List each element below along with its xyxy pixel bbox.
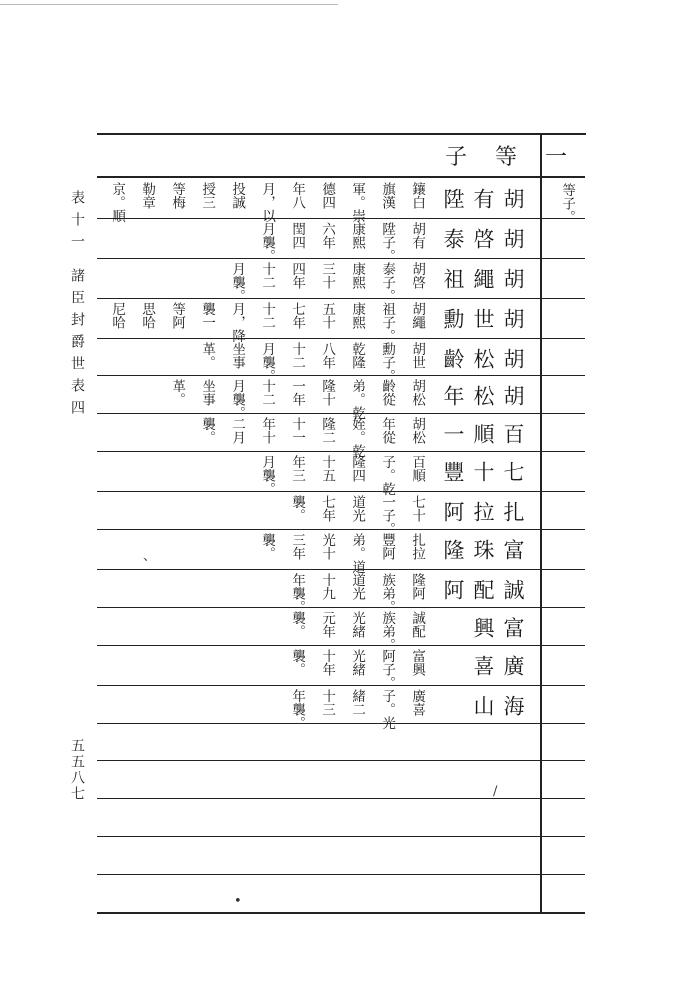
- table-cell: 百順: [409, 455, 426, 482]
- table-cell: 投誠: [229, 182, 246, 209]
- table-cell: 七十: [409, 495, 426, 522]
- table-cell: 年八: [289, 182, 306, 209]
- name-char: 配: [471, 579, 495, 604]
- table-cell: 勒章: [139, 182, 156, 209]
- table-cell: 光緒: [349, 649, 366, 676]
- table-cell: 年襲。: [289, 573, 306, 614]
- table-cell: 襲。: [259, 533, 276, 560]
- name-char: 阿: [441, 501, 465, 526]
- row-rule: [97, 798, 585, 799]
- row-rule: [97, 685, 585, 686]
- name-char: 啓: [471, 228, 495, 253]
- row-rule: [97, 569, 585, 570]
- name-char: 繩: [471, 268, 495, 293]
- table-cell: 陞子。: [379, 222, 396, 263]
- name-char: 山: [471, 695, 495, 720]
- table-cell: 胡有: [409, 222, 426, 249]
- table-cell: 等梅: [169, 182, 186, 209]
- table-cell: 月襲。: [259, 222, 276, 263]
- row-rule: [97, 491, 585, 492]
- title-bottom-rule: [97, 176, 585, 178]
- table-cell: 襲。: [289, 611, 306, 638]
- table-cell: 隆阿: [409, 573, 426, 600]
- name-char: 胡: [501, 385, 525, 410]
- table-cell: 隆二: [319, 417, 336, 444]
- table-cell: 康熙: [349, 262, 366, 289]
- row-rule: [97, 258, 585, 259]
- table-cell: 族弟。: [379, 573, 396, 614]
- row-rule: [97, 723, 585, 724]
- table-cell: 德四: [319, 182, 336, 209]
- table-cell: 月襲。: [259, 455, 276, 496]
- table-cell: 月，降: [229, 302, 246, 343]
- name-char: 順: [471, 423, 495, 448]
- name-char: 年: [441, 385, 465, 410]
- row-rule: [97, 413, 585, 414]
- table-cell: 十一: [289, 417, 306, 444]
- name-char: 松: [471, 385, 495, 410]
- table-cell: 道光: [349, 495, 366, 522]
- table-cell: 隆十: [319, 379, 336, 406]
- table-cell: 泰子。: [379, 262, 396, 303]
- name-char: 珠: [471, 539, 495, 564]
- name-char: 富: [501, 539, 525, 564]
- table-cell: 襲。: [199, 417, 216, 444]
- right-divider: [540, 133, 542, 913]
- row-rule: [97, 338, 585, 339]
- table-cell: 坐事: [199, 379, 216, 406]
- table-cell: 思哈: [139, 302, 156, 329]
- row-rule: [97, 298, 585, 299]
- table-cell: 一年: [289, 379, 306, 406]
- row-rule: [97, 451, 585, 452]
- name-char: 泰: [441, 228, 465, 253]
- table-cell: 扎拉: [409, 533, 426, 560]
- table-cell: 勳子。: [379, 342, 396, 383]
- table-cell: 三十: [319, 262, 336, 289]
- table-cell: 齡從: [379, 379, 396, 406]
- name-char: 齡: [441, 348, 465, 373]
- table-cell: 月襲。: [229, 262, 246, 303]
- name-char: 喜: [471, 655, 495, 680]
- name-char: 廣: [501, 655, 525, 680]
- table-cell: 年從: [379, 417, 396, 444]
- name-char: 祖: [441, 268, 465, 293]
- table-cell: 六年: [319, 222, 336, 249]
- name-char: 百: [501, 423, 525, 448]
- name-char: 胡: [501, 268, 525, 293]
- name-char: 富: [501, 617, 525, 642]
- row-rule: [97, 836, 585, 837]
- name-char: 胡: [501, 188, 525, 213]
- table-cell: 十二: [259, 262, 276, 289]
- stray-mark: ∕: [493, 784, 498, 799]
- table-cell: 鑲白: [409, 182, 426, 209]
- table-cell: 年三: [289, 455, 306, 482]
- table-cell: 富興: [409, 649, 426, 676]
- row-rule: [97, 607, 585, 608]
- table-cell: 胡松: [409, 417, 426, 444]
- table-cell: 七年: [319, 495, 336, 522]
- table-cell: 胡世: [409, 342, 426, 369]
- row-rule: [97, 760, 585, 761]
- table-cell: 隆四: [349, 455, 366, 482]
- table-cell: 誠配: [409, 611, 426, 638]
- table-cell: 道光: [349, 573, 366, 600]
- right-column-label: 等子。: [559, 183, 576, 224]
- name-char: 海: [501, 695, 525, 720]
- table-cell: 年十: [259, 417, 276, 444]
- row-rule: [97, 218, 585, 219]
- table-cell: 弟。乾: [349, 379, 366, 420]
- table-cell: 一子。: [379, 495, 396, 536]
- name-char: 阿: [441, 579, 465, 604]
- name-char: 勳: [441, 308, 465, 333]
- row-rule: [97, 529, 585, 530]
- table-cell: 等阿: [169, 302, 186, 329]
- table-cell: 胡松: [409, 379, 426, 406]
- table-cell: 七年: [289, 302, 306, 329]
- name-char: 拉: [471, 501, 495, 526]
- row-rule: [97, 645, 585, 646]
- table-cell: 五十: [319, 302, 336, 329]
- table-cell: 年襲。: [289, 689, 306, 730]
- frame-bottom-rule: [97, 912, 585, 914]
- table-cell: 康熙: [349, 302, 366, 329]
- table-cell: 尼哈: [109, 302, 126, 329]
- stray-mark: •: [234, 894, 242, 909]
- table-cell: 十五: [319, 455, 336, 482]
- table-cell: 四年: [289, 262, 306, 289]
- table-cell: 八年: [319, 342, 336, 369]
- page-number: 五五八七: [69, 738, 85, 802]
- table-cell: 十二: [289, 342, 306, 369]
- name-char: 七: [501, 461, 525, 486]
- stray-mark: 、: [143, 549, 157, 564]
- table-cell: 二月: [229, 417, 246, 444]
- table-cell: 胡啓: [409, 262, 426, 289]
- table-cell: 襲。: [289, 495, 306, 522]
- table-cell: 授三: [199, 182, 216, 209]
- page-title: 子等一: [445, 145, 596, 170]
- table-cell: 京。順: [109, 182, 126, 223]
- frame-top-rule-right: [540, 133, 586, 135]
- name-char: 胡: [501, 348, 525, 373]
- table-cell: 十二: [259, 302, 276, 329]
- table-cell: 乾隆: [349, 342, 366, 369]
- table-cell: 革。: [169, 379, 186, 406]
- name-char: 有: [471, 188, 495, 213]
- table-cell: 祖子。: [379, 302, 396, 343]
- margin-middle-label: 諸臣封爵世表四: [69, 268, 85, 422]
- table-cell: 革。: [199, 342, 216, 369]
- table-cell: 軍。崇: [349, 182, 366, 223]
- name-char: 興: [471, 617, 495, 642]
- table-cell: 旗漢: [379, 182, 396, 209]
- margin-top-label: 表十一: [69, 190, 85, 256]
- table-cell: 襲一: [199, 302, 216, 329]
- name-char: 松: [471, 348, 495, 373]
- table-cell: 緒二: [349, 689, 366, 716]
- table-cell: 廣喜: [409, 689, 426, 716]
- table-cell: 康熙: [349, 222, 366, 249]
- table-cell: 月襲。: [259, 342, 276, 383]
- table-cell: 三年: [289, 533, 306, 560]
- row-rule: [97, 874, 585, 875]
- name-char: 隆: [441, 539, 465, 564]
- row-rule: [97, 375, 585, 376]
- table-cell: 十三: [319, 689, 336, 716]
- name-char: 一: [441, 423, 465, 448]
- table-cell: 閏四: [289, 222, 306, 249]
- table-cell: 月襲。: [229, 379, 246, 420]
- table-cell: 阿子。: [379, 649, 396, 690]
- table-cell: 十九: [319, 573, 336, 600]
- name-char: 十: [471, 461, 495, 486]
- table-cell: 族弟。: [379, 611, 396, 652]
- frame-top-rule: [97, 133, 584, 135]
- table-cell: 豐阿: [379, 533, 396, 560]
- table-cell: 子。光: [379, 689, 396, 730]
- table-cell: 弟。道: [349, 533, 366, 574]
- table-cell: 光十: [319, 533, 336, 560]
- name-char: 胡: [501, 228, 525, 253]
- top-faint-rule: [0, 4, 338, 5]
- name-char: 陞: [441, 188, 465, 213]
- table-cell: 胡繩: [409, 302, 426, 329]
- name-char: 誠: [501, 579, 525, 604]
- table-cell: 子。乾: [379, 455, 396, 496]
- table-cell: 元年: [319, 611, 336, 638]
- name-char: 扎: [501, 501, 525, 526]
- table-cell: 坐事: [229, 342, 246, 369]
- table-cell: 姪。乾: [349, 417, 366, 458]
- name-char: 世: [471, 308, 495, 333]
- table-cell: 光緒: [349, 611, 366, 638]
- name-char: 豐: [441, 461, 465, 486]
- table-cell: 月，以: [259, 182, 276, 223]
- name-char: 胡: [501, 308, 525, 333]
- table-cell: 十二: [259, 379, 276, 406]
- table-cell: 十年: [319, 649, 336, 676]
- table-cell: 襲。: [289, 649, 306, 676]
